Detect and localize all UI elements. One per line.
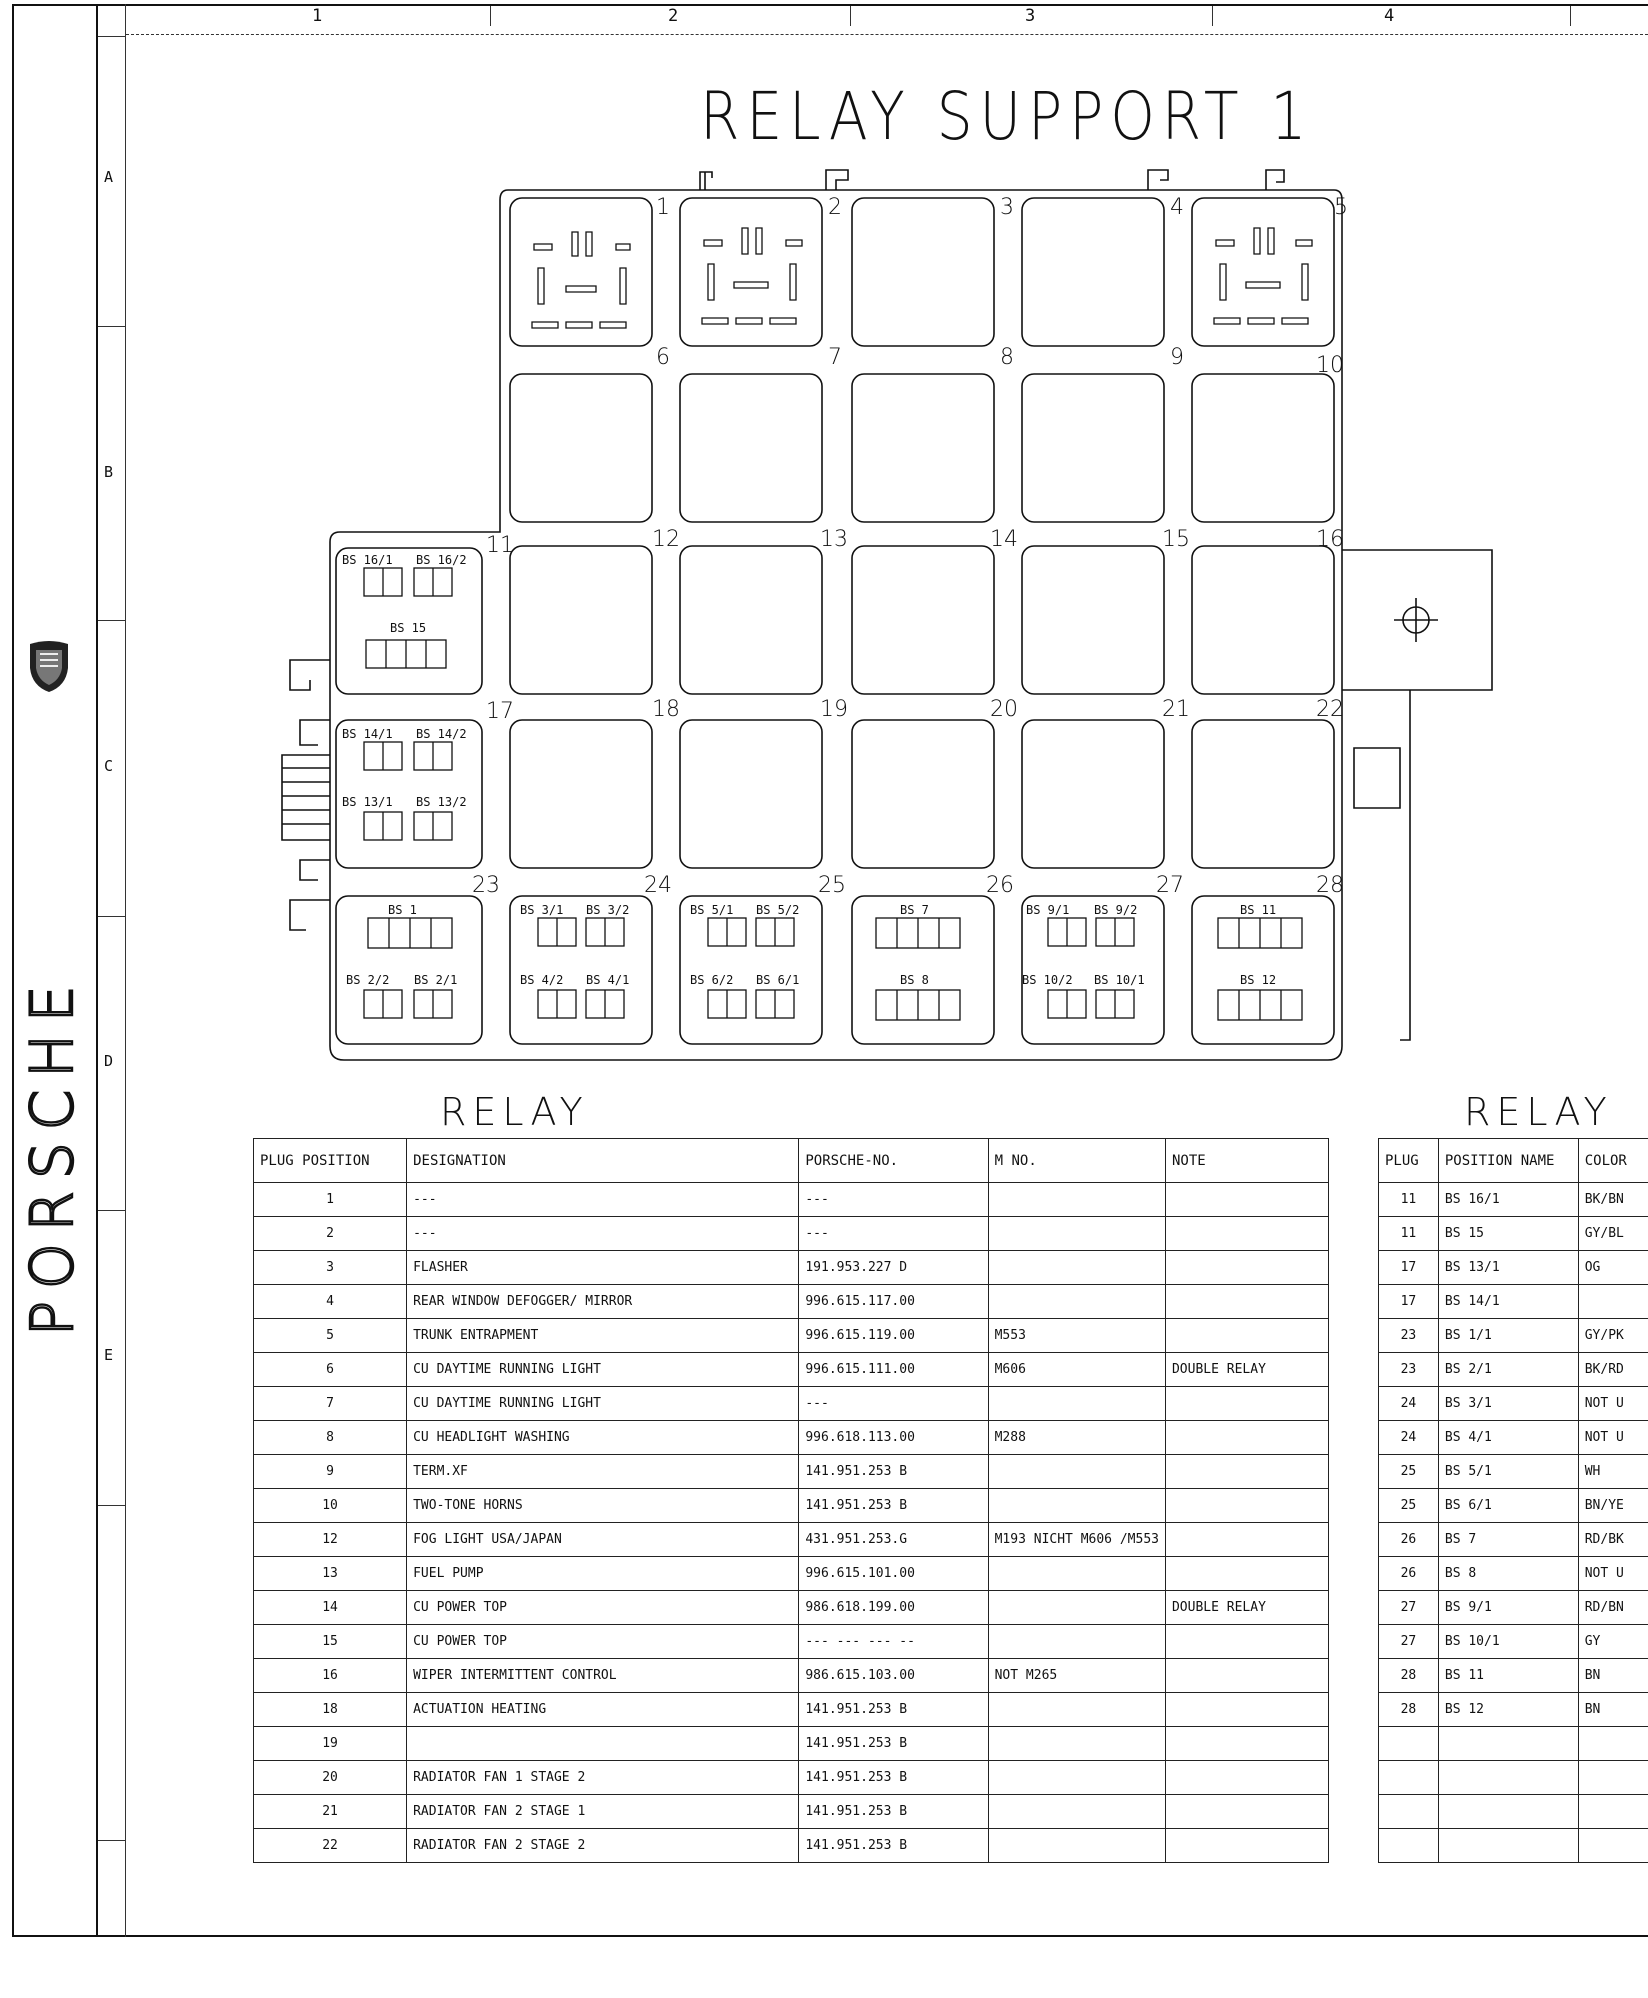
header-cell: M NO.: [988, 1139, 1165, 1183]
table-cell: [407, 1727, 799, 1761]
slot-number: 21: [1162, 697, 1190, 722]
slot-number: 9: [1170, 345, 1184, 370]
slot-number: 13: [820, 527, 848, 552]
table-cell: 10: [254, 1489, 407, 1523]
table-cell: BS 11: [1438, 1659, 1578, 1693]
plug-label: BS 9/2: [1094, 903, 1137, 917]
crosshair-icon-lines: [1394, 598, 1438, 642]
column-label: 2: [668, 6, 678, 26]
slot-number: 8: [1000, 345, 1014, 370]
column-label: 1: [312, 6, 322, 26]
table-cell: ---: [407, 1183, 799, 1217]
table-cell: [1379, 1727, 1439, 1761]
table-cell: BS 1/1: [1438, 1319, 1578, 1353]
table-cell: [988, 1591, 1165, 1625]
table-cell: [1578, 1761, 1648, 1795]
table-cell: [1438, 1795, 1578, 1829]
header-cell: DESIGNATION: [407, 1139, 799, 1183]
table-row: [1379, 1557, 1648, 1591]
table-cell: TERM.XF: [407, 1455, 799, 1489]
row-divider: [98, 1210, 126, 1211]
table-row: [254, 1183, 1329, 1217]
table-cell: 996.618.113.00: [799, 1421, 988, 1455]
slot-number: 27: [1156, 873, 1184, 898]
table-cell: TRUNK ENTRAPMENT: [407, 1319, 799, 1353]
row-label: D: [104, 1052, 113, 1070]
table-cell: 5: [254, 1319, 407, 1353]
table-cell: BS 13/1: [1438, 1251, 1578, 1285]
table-cell: 13: [254, 1557, 407, 1591]
table-cell: 15: [254, 1625, 407, 1659]
table-cell: RD/BN: [1578, 1591, 1648, 1625]
slot-number: 14: [990, 527, 1018, 552]
plug-label: BS 13/2: [416, 795, 467, 809]
slot-number: 23: [472, 873, 500, 898]
column-label: 4: [1384, 6, 1394, 26]
table-cell: [1165, 1727, 1328, 1761]
table-row: [254, 1387, 1329, 1421]
slot-number: 10: [1316, 353, 1344, 378]
table-row: [1379, 1591, 1648, 1625]
table-cell: 24: [1379, 1421, 1439, 1455]
table-row: [254, 1421, 1329, 1455]
table-cell: 16: [254, 1659, 407, 1693]
table-cell: 4: [254, 1285, 407, 1319]
slot-number: 11: [486, 533, 514, 558]
table-cell: [988, 1183, 1165, 1217]
table-cell: [1165, 1285, 1328, 1319]
tab-shape: [826, 170, 848, 190]
table-row: [1379, 1251, 1648, 1285]
slot-number: 17: [486, 699, 514, 724]
tab-shape: [300, 860, 330, 880]
row-label: A: [104, 168, 113, 186]
table-cell: BS 6/1: [1438, 1489, 1578, 1523]
tab-shape: [290, 900, 330, 930]
slot-number: 24: [644, 873, 672, 898]
table-cell: 141.951.253 B: [799, 1489, 988, 1523]
table-cell: [988, 1625, 1165, 1659]
table-cell: BN: [1578, 1659, 1648, 1693]
table-cell: [1165, 1761, 1328, 1795]
slot-number: 6: [656, 345, 670, 370]
header-cell: PLUG POSITION: [254, 1139, 407, 1183]
table-cell: RADIATOR FAN 2 STAGE 2: [407, 1829, 799, 1863]
table-cell: [1165, 1217, 1328, 1251]
plug-group-boxes: [336, 548, 1334, 1044]
table-row: [1379, 1625, 1648, 1659]
table-cell: [988, 1455, 1165, 1489]
table-cell: [988, 1557, 1165, 1591]
plug-label: BS 10/1: [1094, 973, 1145, 987]
plug-label: BS 14/2: [416, 727, 467, 741]
brand-text: PORSCHE: [18, 973, 86, 1336]
table-cell: 28: [1379, 1693, 1439, 1727]
table-cell: FUEL PUMP: [407, 1557, 799, 1591]
table-cell: [1165, 1421, 1328, 1455]
row-label: C: [104, 757, 113, 775]
table-cell: [1165, 1659, 1328, 1693]
table-row: [1379, 1285, 1648, 1319]
table-row: [254, 1761, 1329, 1795]
table-cell: ACTUATION HEATING: [407, 1693, 799, 1727]
table-row: [1379, 1489, 1648, 1523]
table-cell: WIPER INTERMITTENT CONTROL: [407, 1659, 799, 1693]
plug-label: BS 9/1: [1026, 903, 1069, 917]
table-cell: 986.615.103.00: [799, 1659, 988, 1693]
table-cell: [1165, 1251, 1328, 1285]
table-cell: BS 16/1: [1438, 1183, 1578, 1217]
table-cell: [988, 1727, 1165, 1761]
table-cell: CU HEADLIGHT WASHING: [407, 1421, 799, 1455]
table-cell: GY/BL: [1578, 1217, 1648, 1251]
table-cell: FOG LIGHT USA/JAPAN: [407, 1523, 799, 1557]
table-cell: BK/RD: [1578, 1353, 1648, 1387]
table-cell: RADIATOR FAN 1 STAGE 2: [407, 1761, 799, 1795]
table-cell: 191.953.227 D: [799, 1251, 988, 1285]
table-cell: 11: [1379, 1217, 1439, 1251]
bracket-edge: [1400, 690, 1410, 1040]
table-cell: 28: [1379, 1659, 1439, 1693]
table-cell: [1165, 1693, 1328, 1727]
table-row: [254, 1353, 1329, 1387]
table-row: [1379, 1523, 1648, 1557]
table-cell: 7: [254, 1387, 407, 1421]
slot-number: 12: [652, 527, 680, 552]
plug-label: BS 12: [1240, 973, 1276, 987]
table-cell: 1: [254, 1183, 407, 1217]
table-cell: BS 3/1: [1438, 1387, 1578, 1421]
table-cell: [1165, 1625, 1328, 1659]
table-cell: [1165, 1557, 1328, 1591]
table-cell: ---: [799, 1387, 988, 1421]
tab-shape: [1266, 170, 1284, 190]
row-label: B: [104, 463, 113, 481]
table-cell: M553: [988, 1319, 1165, 1353]
table-row: [1379, 1659, 1648, 1693]
table-cell: [1379, 1761, 1439, 1795]
table-cell: M193 NICHT M606 /M553: [988, 1523, 1165, 1557]
table-cell: BS 10/1: [1438, 1625, 1578, 1659]
slot-number: 28: [1316, 873, 1344, 898]
slot-number: 19: [820, 697, 848, 722]
header-cell: POSITION NAME: [1438, 1139, 1578, 1183]
slot-number: 20: [990, 697, 1018, 722]
table-cell: [1379, 1795, 1439, 1829]
slot-number: 3: [1000, 195, 1014, 220]
table-row: [254, 1523, 1329, 1557]
table-cell: 141.951.253 B: [799, 1693, 988, 1727]
table-row: [254, 1489, 1329, 1523]
table-cell: [988, 1829, 1165, 1863]
table-cell: GY: [1578, 1625, 1648, 1659]
table-row: [1379, 1183, 1648, 1217]
table-cell: [1165, 1455, 1328, 1489]
table-row: [254, 1251, 1329, 1285]
table-cell: [1438, 1761, 1578, 1795]
table-cell: RADIATOR FAN 2 STAGE 1: [407, 1795, 799, 1829]
table-cell: [988, 1693, 1165, 1727]
table-cell: NOT U: [1578, 1387, 1648, 1421]
plug-label: BS 1: [388, 903, 417, 917]
table-cell: [988, 1251, 1165, 1285]
tab-shape: [290, 660, 330, 690]
relay-table-header: [254, 1139, 1329, 1183]
table-cell: 141.951.253 B: [799, 1829, 988, 1863]
row-label: E: [104, 1346, 113, 1364]
header-cell: NOTE: [1165, 1139, 1328, 1183]
table-cell: [1578, 1285, 1648, 1319]
slot-number: 16: [1316, 527, 1344, 552]
table-cell: [1165, 1523, 1328, 1557]
table-cell: [1379, 1829, 1439, 1863]
plug-label: BS 11: [1240, 903, 1276, 917]
slot-number: 25: [818, 873, 846, 898]
plug-label: BS 4/2: [520, 973, 563, 987]
table-cell: [1165, 1489, 1328, 1523]
plug-label: BS 10/2: [1022, 973, 1073, 987]
table-cell: RD/BK: [1578, 1523, 1648, 1557]
table-cell: 2: [254, 1217, 407, 1251]
table-row: [1379, 1693, 1648, 1727]
table-cell: BS 8: [1438, 1557, 1578, 1591]
plug-label: BS 13/1: [342, 795, 393, 809]
table-cell: 141.951.253 B: [799, 1795, 988, 1829]
table-cell: 141.951.253 B: [799, 1761, 988, 1795]
table-row: [1379, 1795, 1648, 1829]
table-cell: REAR WINDOW DEFOGGER/ MIRROR: [407, 1285, 799, 1319]
table-cell: CU POWER TOP: [407, 1591, 799, 1625]
table-cell: FLASHER: [407, 1251, 799, 1285]
diagram-title: RELAY SUPPORT 1: [700, 78, 1313, 155]
table-cell: BS 2/1: [1438, 1353, 1578, 1387]
table-cell: ---: [799, 1183, 988, 1217]
table-row: [1379, 1319, 1648, 1353]
table-cell: [1165, 1829, 1328, 1863]
plug-label: BS 5/2: [756, 903, 799, 917]
table-cell: 17: [1379, 1285, 1439, 1319]
table-cell: [988, 1761, 1165, 1795]
slot-number: 18: [652, 697, 680, 722]
table-cell: [1438, 1727, 1578, 1761]
table-cell: 14: [254, 1591, 407, 1625]
slot-number: 7: [828, 345, 842, 370]
table-cell: [1438, 1829, 1578, 1863]
relay-slots: [510, 198, 1334, 868]
table-cell: [1165, 1183, 1328, 1217]
table-cell: 25: [1379, 1489, 1439, 1523]
side-connector: [1354, 748, 1400, 808]
slot-number: 1: [656, 195, 670, 220]
table-cell: 6: [254, 1353, 407, 1387]
table-cell: 27: [1379, 1591, 1439, 1625]
table-cell: [1578, 1795, 1648, 1829]
plug-label: BS 15: [390, 621, 426, 635]
table-cell: [988, 1795, 1165, 1829]
table-cell: 20: [254, 1761, 407, 1795]
table-row: [254, 1285, 1329, 1319]
table-cell: ---: [407, 1217, 799, 1251]
table-cell: BS 12: [1438, 1693, 1578, 1727]
slot-number: 2: [828, 195, 842, 220]
table-cell: 8: [254, 1421, 407, 1455]
table-cell: 431.951.253.G: [799, 1523, 988, 1557]
table-cell: 141.951.253 B: [799, 1727, 988, 1761]
table-cell: NOT U: [1578, 1557, 1648, 1591]
plug-label: BS 2/2: [346, 973, 389, 987]
plug-table-label: RELAY: [1464, 1090, 1613, 1134]
table-row: [1379, 1353, 1648, 1387]
table-cell: 12: [254, 1523, 407, 1557]
table-row: [1379, 1761, 1648, 1795]
table-cell: ---: [799, 1217, 988, 1251]
table-row: [1379, 1421, 1648, 1455]
table-cell: 996.615.117.00: [799, 1285, 988, 1319]
table-cell: 26: [1379, 1523, 1439, 1557]
tab-shape: [700, 172, 712, 190]
relay-table: [253, 1138, 1329, 1863]
table-cell: 26: [1379, 1557, 1439, 1591]
table-cell: BS 9/1: [1438, 1591, 1578, 1625]
plug-table: [1378, 1138, 1648, 1863]
table-cell: [1165, 1795, 1328, 1829]
table-row: [254, 1829, 1329, 1863]
table-row: [254, 1693, 1329, 1727]
table-cell: 19: [254, 1727, 407, 1761]
table-cell: BN/YE: [1578, 1489, 1648, 1523]
plug-label: BS 7: [900, 903, 929, 917]
plug-label: BS 3/2: [586, 903, 629, 917]
plug-label: BS 5/1: [690, 903, 733, 917]
plug-label: BS 14/1: [342, 727, 393, 741]
table-cell: CU POWER TOP: [407, 1625, 799, 1659]
table-cell: [1578, 1829, 1648, 1863]
table-cell: 17: [1379, 1251, 1439, 1285]
plug-label: BS 16/2: [416, 553, 467, 567]
table-cell: BN: [1578, 1693, 1648, 1727]
plug-label: BS 16/1: [342, 553, 393, 567]
plug-sockets: [364, 568, 1302, 1020]
table-row: [254, 1557, 1329, 1591]
table-row: [254, 1659, 1329, 1693]
table-cell: [1578, 1727, 1648, 1761]
table-cell: DOUBLE RELAY: [1165, 1591, 1328, 1625]
plug-table-header: [1379, 1139, 1648, 1183]
table-cell: [1165, 1387, 1328, 1421]
table-cell: 9: [254, 1455, 407, 1489]
table-cell: 22: [254, 1829, 407, 1863]
table-cell: 11: [1379, 1183, 1439, 1217]
table-cell: 996.615.119.00: [799, 1319, 988, 1353]
plug-label: BS 2/1: [414, 973, 457, 987]
plug-table-viewport: [1378, 1138, 1648, 1998]
table-cell: WH: [1578, 1455, 1648, 1489]
table-row: [1379, 1217, 1648, 1251]
table-cell: M606: [988, 1353, 1165, 1387]
table-cell: [988, 1217, 1165, 1251]
table-cell: 21: [254, 1795, 407, 1829]
plug-label: BS 8: [900, 973, 929, 987]
table-cell: 24: [1379, 1387, 1439, 1421]
table-row: [254, 1625, 1329, 1659]
slot-number: 5: [1334, 195, 1348, 220]
table-cell: 23: [1379, 1319, 1439, 1353]
table-cell: 18: [254, 1693, 407, 1727]
table-row: [1379, 1727, 1648, 1761]
column-label: 3: [1025, 6, 1035, 26]
table-cell: 25: [1379, 1455, 1439, 1489]
table-cell: [988, 1489, 1165, 1523]
connector-stack: [282, 755, 330, 840]
table-cell: BS 7: [1438, 1523, 1578, 1557]
relay-table-label: RELAY: [440, 1090, 589, 1134]
table-cell: TWO-TONE HORNS: [407, 1489, 799, 1523]
table-row: [254, 1795, 1329, 1829]
table-cell: BS 5/1: [1438, 1455, 1578, 1489]
table-cell: NOT U: [1578, 1421, 1648, 1455]
table-cell: 141.951.253 B: [799, 1455, 988, 1489]
table-row: [254, 1319, 1329, 1353]
slot-number: 22: [1316, 697, 1344, 722]
table-cell: BS 14/1: [1438, 1285, 1578, 1319]
slot-number: 15: [1162, 527, 1190, 552]
table-cell: OG: [1578, 1251, 1648, 1285]
table-cell: M288: [988, 1421, 1165, 1455]
table-cell: BS 4/1: [1438, 1421, 1578, 1455]
table-cell: GY/PK: [1578, 1319, 1648, 1353]
table-row: [254, 1455, 1329, 1489]
table-cell: CU DAYTIME RUNNING LIGHT: [407, 1387, 799, 1421]
plug-label: BS 6/2: [690, 973, 733, 987]
row-divider: [98, 1840, 126, 1841]
header-cell: PORSCHE-NO.: [799, 1139, 988, 1183]
table-cell: --- --- --- --: [799, 1625, 988, 1659]
table-row: [254, 1217, 1329, 1251]
slot-number: 4: [1170, 195, 1184, 220]
table-cell: 23: [1379, 1353, 1439, 1387]
header-cell: COLOR: [1578, 1139, 1648, 1183]
table-row: [1379, 1387, 1648, 1421]
slot-number: 26: [986, 873, 1014, 898]
table-cell: [1165, 1319, 1328, 1353]
table-cell: [988, 1387, 1165, 1421]
table-row: [1379, 1829, 1648, 1863]
table-row: [1379, 1455, 1648, 1489]
table-cell: [988, 1285, 1165, 1319]
header-cell: PLUG: [1379, 1139, 1439, 1183]
table-row: [254, 1727, 1329, 1761]
table-cell: 996.615.111.00: [799, 1353, 988, 1387]
plug-label: BS 6/1: [756, 973, 799, 987]
tab-shape: [1148, 170, 1168, 190]
relay-socket-pins: [532, 228, 1312, 328]
row-divider: [98, 1505, 126, 1506]
table-cell: 986.618.199.00: [799, 1591, 988, 1625]
table-cell: DOUBLE RELAY: [1165, 1353, 1328, 1387]
table-cell: CU DAYTIME RUNNING LIGHT: [407, 1353, 799, 1387]
plug-label: BS 4/1: [586, 973, 629, 987]
table-cell: 996.615.101.00: [799, 1557, 988, 1591]
plug-label: BS 3/1: [520, 903, 563, 917]
table-cell: 27: [1379, 1625, 1439, 1659]
table-cell: NOT M265: [988, 1659, 1165, 1693]
tab-shape: [300, 720, 330, 745]
table-cell: BK/BN: [1578, 1183, 1648, 1217]
table-row: [254, 1591, 1329, 1625]
table-cell: 3: [254, 1251, 407, 1285]
table-cell: BS 15: [1438, 1217, 1578, 1251]
